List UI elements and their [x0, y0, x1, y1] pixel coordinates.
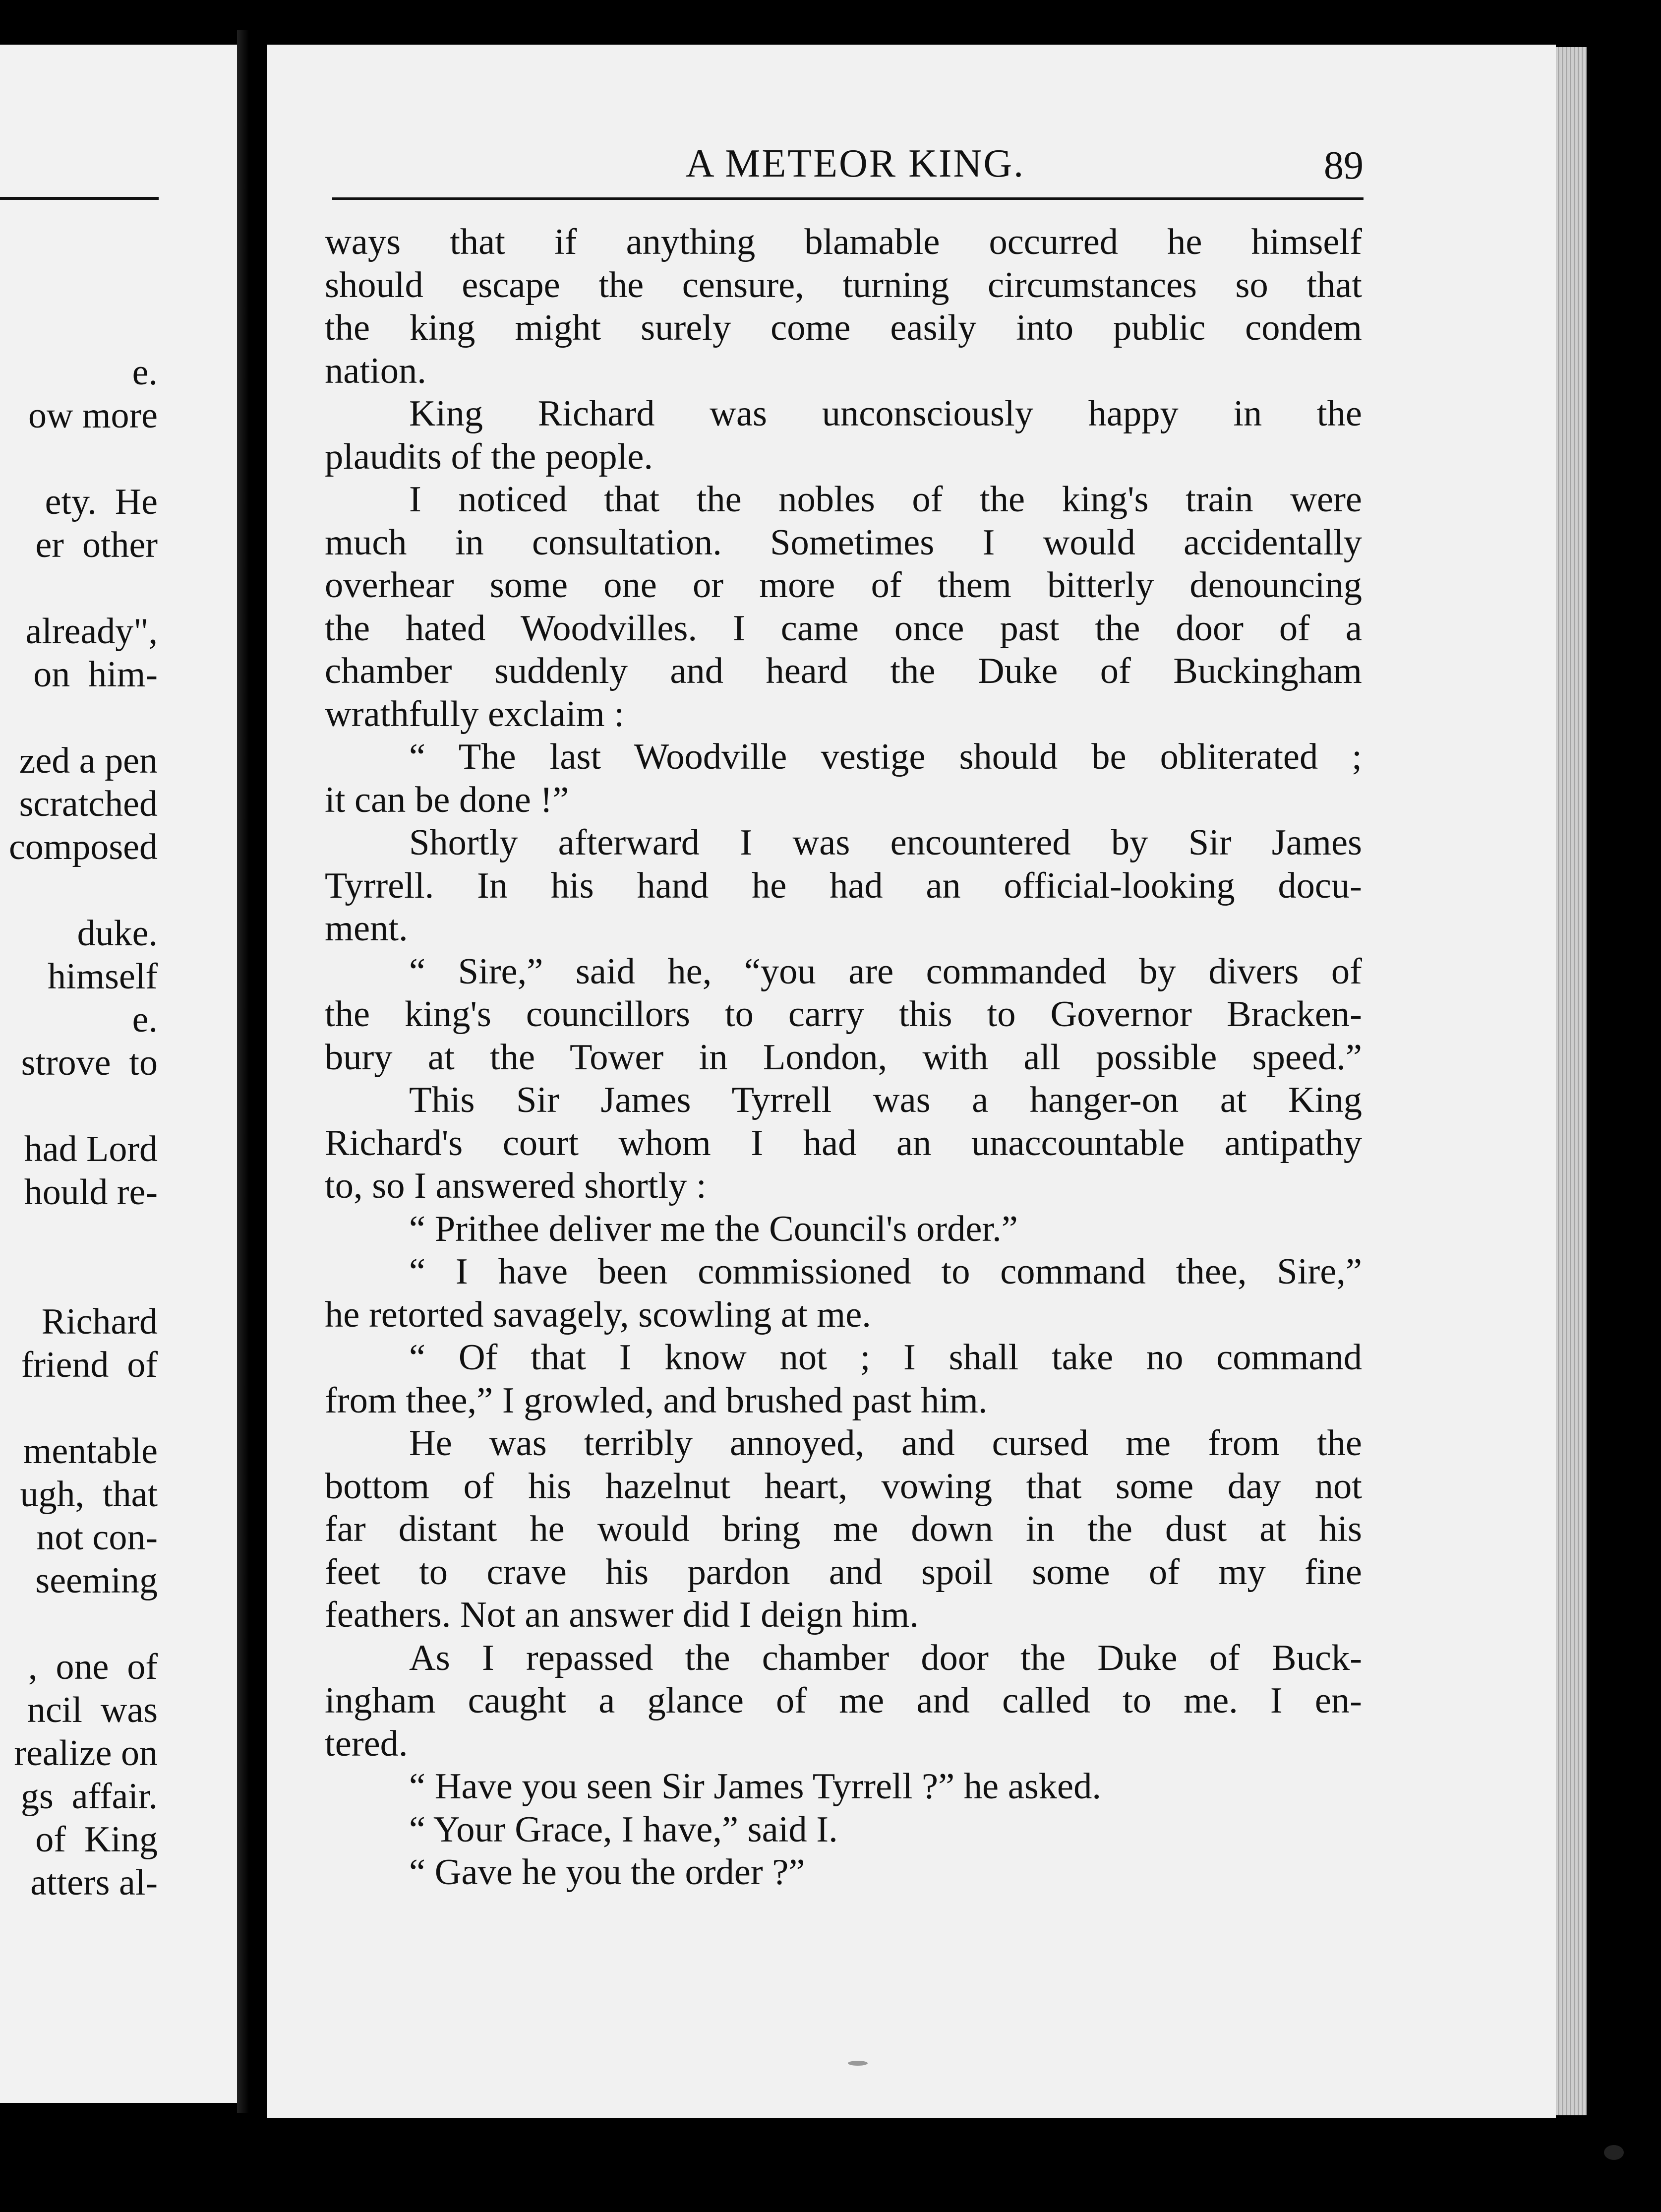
- text-line: Tyrrell. In his hand he had an official-looking docu-: [325, 865, 1362, 906]
- text-line: As I repassed the chamber door the Duke of Buck-: [409, 1637, 1362, 1678]
- text-line: far distant he would bring me down in the dust at his: [325, 1509, 1362, 1549]
- left-page-line: [0, 1214, 158, 1257]
- text-line: Richard's court whom I had an unaccountable antipathy: [325, 1122, 1362, 1164]
- text-line: from thee,” I growled, and brushed past him.: [325, 1380, 988, 1421]
- running-title: A METEOR KING.: [685, 142, 1025, 185]
- text-line: “ Prithee deliver me the Council's order.”: [409, 1208, 1018, 1249]
- text-line: King Richard was unconsciously happy in the: [409, 393, 1362, 434]
- text-line: overhear some one or more of them bitterly denouncing: [325, 565, 1362, 606]
- text-line: “ The last Woodville vestige should be obliterated ;: [409, 737, 1362, 777]
- left-page-line: [0, 696, 158, 739]
- text-line: “ Sire,” said he, “you are commanded by divers of: [409, 951, 1362, 992]
- text-line: nation.: [325, 350, 426, 391]
- body-text: [325, 221, 1362, 1894]
- running-head: [332, 141, 1378, 191]
- left-page-line: ugh, that: [20, 1474, 158, 1515]
- left-page-line: e.: [132, 352, 158, 393]
- header-rule: [332, 197, 1364, 200]
- text-line: much in consultation. Sometimes I would accidentally: [325, 522, 1362, 563]
- left-page-line: composed: [8, 827, 158, 867]
- left-page-line: [0, 567, 158, 610]
- text-line: “ I have been commissioned to command thee, Sire,”: [409, 1251, 1362, 1292]
- left-page-line: er other: [35, 525, 158, 565]
- text-line: feathers. Not an answer did I deign him.: [325, 1595, 919, 1635]
- text-line: feet to crave his pardon and spoil some of my fine: [325, 1551, 1362, 1593]
- left-page-line: ow more: [28, 395, 158, 436]
- text-line: I noticed that the nobles of the king's train were: [409, 479, 1362, 520]
- left-page-line: had Lord: [24, 1129, 158, 1169]
- left-page-line: strove to: [21, 1043, 158, 1083]
- scan-speck: [1604, 2145, 1624, 2160]
- page-edges: [1556, 47, 1587, 2115]
- left-page-line: friend of: [21, 1345, 158, 1385]
- left-page-line: zed a pen: [19, 740, 158, 781]
- left-page-line: [0, 437, 158, 481]
- left-page-line: not con-: [27, 1517, 158, 1558]
- left-page-line: duke.: [77, 913, 158, 954]
- text-line: “ Have you seen Sir James Tyrrell ?” he asked.: [409, 1766, 1102, 1807]
- text-line: Shortly afterward I was encountered by Sir James: [409, 822, 1362, 863]
- left-page-line: on him-: [33, 654, 158, 695]
- text-line: the king's councillors to carry this to Governor Bracken-: [325, 994, 1362, 1035]
- text-line: ment.: [325, 908, 408, 949]
- left-page-line: of King: [17, 1819, 158, 1860]
- text-line: to, so I answered shortly :: [325, 1166, 707, 1206]
- left-page-line: , one of: [28, 1647, 158, 1687]
- book-gutter: [237, 30, 267, 2113]
- left-page-line: mentable: [23, 1431, 158, 1472]
- left-page-line: [0, 869, 158, 912]
- left-page-line: [0, 1387, 158, 1430]
- text-line: the king might surely come easily into public condem: [325, 307, 1362, 348]
- text-line: “ Gave he you the order ?”: [409, 1852, 805, 1893]
- text-line: He was terribly annoyed, and cursed me from the: [409, 1423, 1362, 1464]
- left-page-line: scratched: [19, 784, 158, 824]
- left-page-line: gs affair.: [20, 1776, 158, 1817]
- text-line: “ Of that I know not ; I shall take no command: [409, 1337, 1362, 1378]
- text-line: bottom of his hazelnut heart, vowing that some day not: [325, 1466, 1362, 1507]
- left-page-line: already",: [25, 611, 158, 652]
- text-line: “ Your Grace, I have,” said I.: [409, 1809, 838, 1850]
- left-page-line: [0, 1602, 158, 1646]
- text-line: wrathfully exclaim :: [325, 693, 625, 735]
- scan-speck: [848, 2061, 868, 2066]
- text-line: he retorted savagely, scowling at me.: [325, 1294, 871, 1335]
- left-page-line: [0, 1257, 158, 1300]
- left-page-line: [0, 1085, 158, 1128]
- text-line: This Sir James Tyrrell was a hanger-on at King: [409, 1080, 1362, 1120]
- text-line: it can be done !”: [325, 779, 569, 820]
- text-line: the hated Woodvilles. I came once past the door of a: [325, 608, 1362, 649]
- left-facing-page: [0, 45, 237, 2103]
- text-line: ways that if anything blamable occurred he himself: [325, 222, 1362, 262]
- left-page-line: ncil was: [27, 1690, 158, 1730]
- left-page-line: Richard: [23, 1301, 158, 1342]
- left-page-line: ety. He: [45, 482, 158, 522]
- text-line: chamber suddenly and heard the Duke of Buckingham: [325, 651, 1362, 691]
- left-page-text: [0, 351, 158, 1905]
- left-page-line: e.: [132, 999, 158, 1040]
- left-page-header-rule: [0, 197, 159, 200]
- left-page-line: hould re-: [24, 1172, 158, 1213]
- text-line: ingham caught a glance of me and called to me. I en-: [325, 1680, 1362, 1721]
- text-line: should escape the censure, turning circumstances so that: [325, 264, 1362, 306]
- left-page-line: himself: [38, 956, 158, 997]
- left-page-line: seeming: [26, 1560, 158, 1601]
- text-line: plaudits of the people.: [325, 436, 653, 477]
- text-line: bury at the Tower in London, with all possible speed.”: [325, 1037, 1362, 1078]
- left-page-line: realize on: [14, 1733, 158, 1774]
- page-number: 89: [1324, 144, 1364, 187]
- text-line: tered.: [325, 1723, 408, 1764]
- left-page-line: atters al-: [30, 1862, 158, 1903]
